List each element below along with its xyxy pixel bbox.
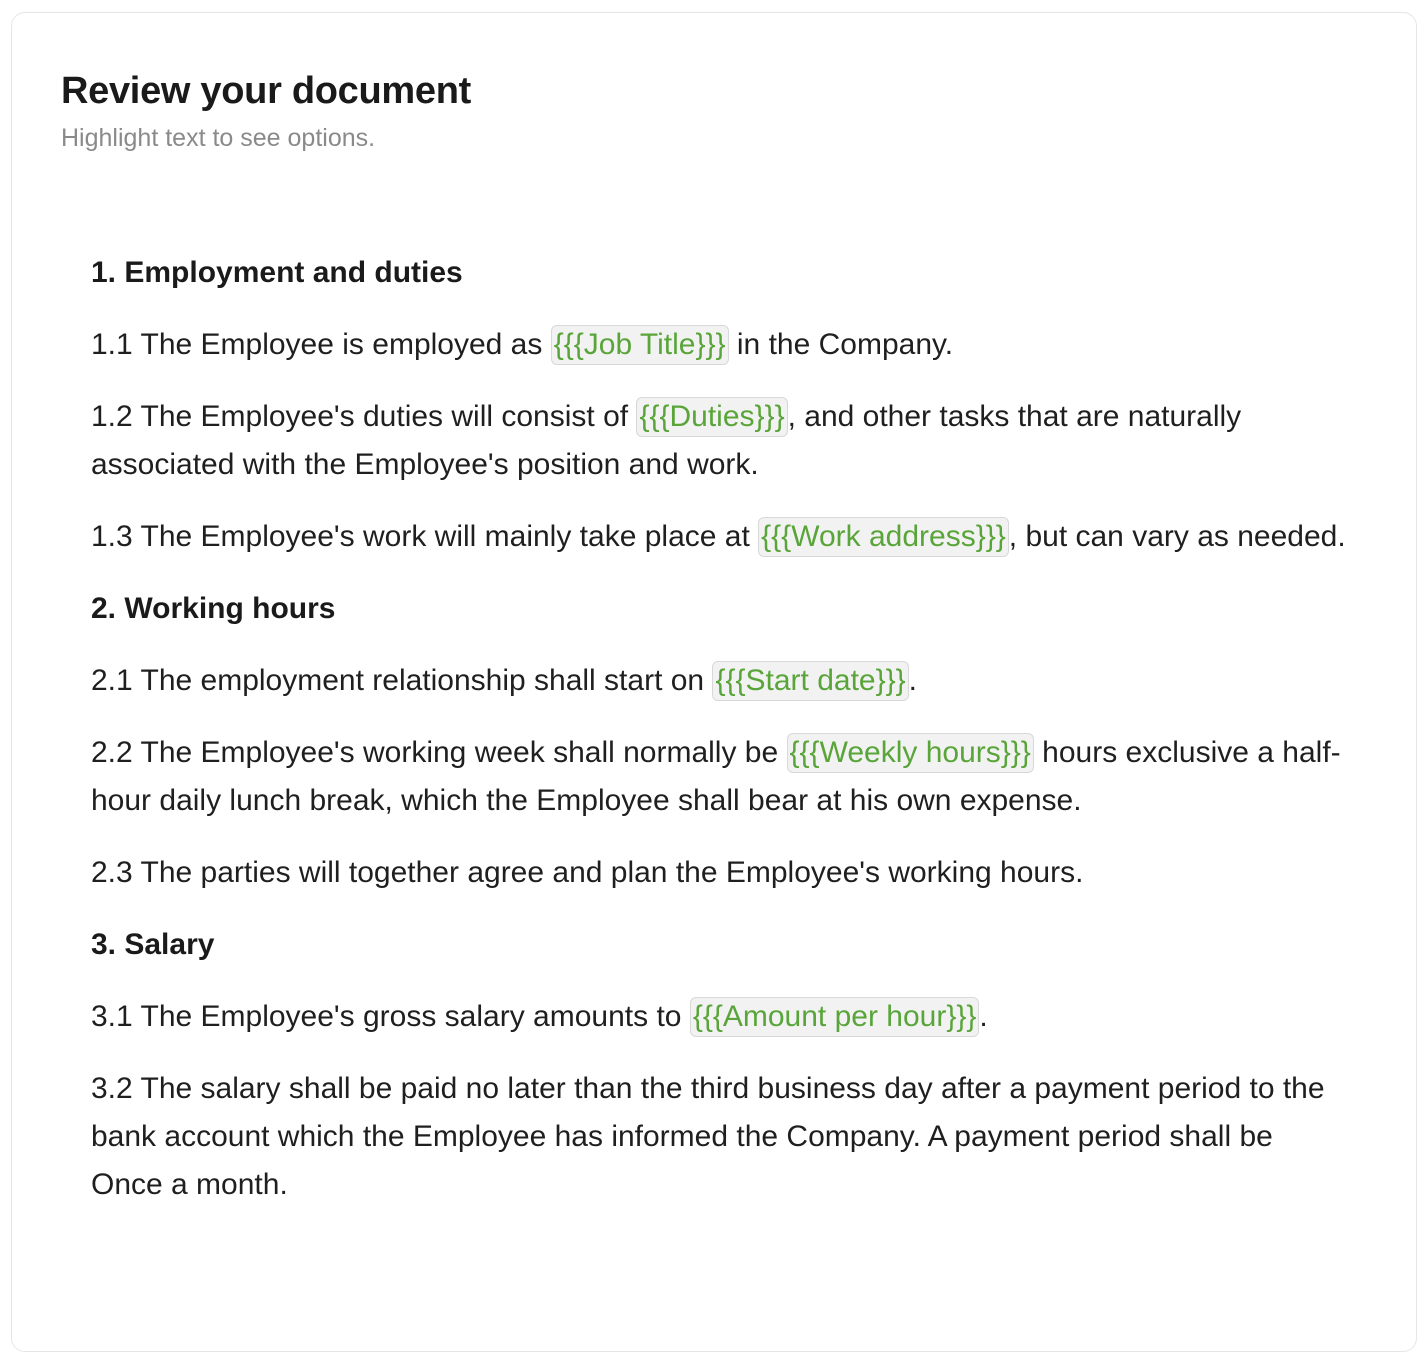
template-variable[interactable]: {{{Weekly hours}}} <box>787 733 1034 773</box>
clause-3-1[interactable] <box>91 993 1351 1041</box>
clause-text: 3.2 The salary shall be paid no later than the third business day after a payment period to the bank account which the Employee has informed the Company. A payment period shall be Once a month. <box>91 1072 1325 1201</box>
section-heading: 2. Working hours <box>91 592 336 625</box>
clause-2-3[interactable] <box>91 849 1351 897</box>
section-heading: 1. Employment and duties <box>91 256 463 289</box>
clause-text: 2.1 The employment relationship shall start on <box>91 664 713 697</box>
review-panel <box>11 12 1417 1352</box>
section-heading: 3. Salary <box>91 928 215 961</box>
clause-3-2[interactable] <box>91 1065 1351 1209</box>
clause-1-1[interactable] <box>91 321 1351 369</box>
document-body[interactable] <box>91 249 1351 1233</box>
template-variable[interactable]: {{{Job Title}}} <box>551 325 729 365</box>
clause-text: . <box>908 664 917 697</box>
template-variable[interactable]: {{{Start date}}} <box>712 661 908 701</box>
template-variable[interactable]: {{{Duties}}} <box>636 397 787 437</box>
clause-text: hours exclusive a half-hour daily lunch break, which the Employee shall bear at his own expense. <box>91 736 1341 817</box>
panel-header <box>61 67 471 155</box>
clause-text: , and other tasks that are naturally associated with the Employee's position and work. <box>91 400 1242 481</box>
clause-1-2[interactable] <box>91 393 1351 489</box>
clause-text: 3.1 The Employee's gross salary amounts to <box>91 1000 690 1033</box>
clause-text: 1.1 The Employee is employed as <box>91 328 551 361</box>
clause-text: 2.3 The parties will together agree and plan the Employee's working hours. <box>91 856 1084 889</box>
clause-text: in the Company. <box>728 328 954 361</box>
template-variable[interactable]: {{{Work address}}} <box>758 517 1009 557</box>
clause-text: 2.2 The Employee's working week shall normally be <box>91 736 787 769</box>
clause-text: 1.3 The Employee's work will mainly take place at <box>91 520 759 553</box>
clause-text: . <box>979 1000 988 1033</box>
clause-text: , but can vary as needed. <box>1008 520 1346 553</box>
clause-text: 1.2 The Employee's duties will consist of <box>91 400 637 433</box>
page-title: Review your document <box>61 70 471 112</box>
page-subtitle: Highlight text to see options. <box>61 124 376 152</box>
clause-2-2[interactable] <box>91 729 1351 825</box>
clause-2-1[interactable] <box>91 657 1351 705</box>
template-variable[interactable]: {{{Amount per hour}}} <box>690 997 980 1037</box>
clause-1-3[interactable] <box>91 513 1351 561</box>
